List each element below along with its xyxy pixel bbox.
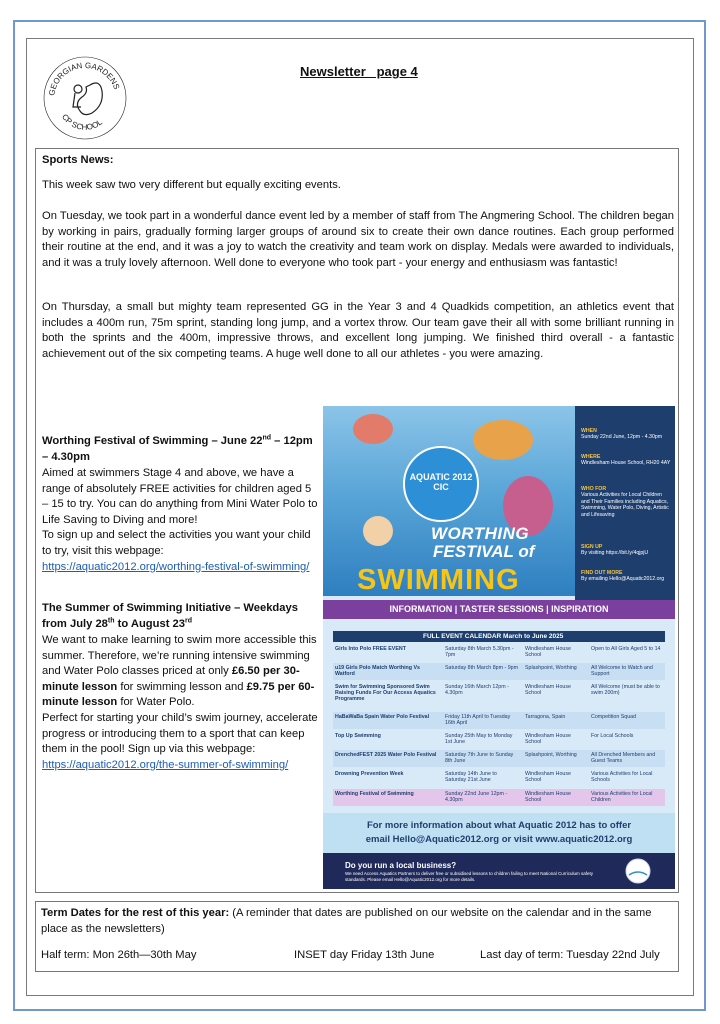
poster-title-swimming: SWIMMING: [357, 564, 520, 596]
summer-swimming-body: [42, 633, 320, 773]
half-term-date: Half term: Mon 26th—30th May: [41, 949, 197, 961]
summer-swimming-heading: The Summer of Swimming Initiative – Weekdays from July 28th to August 23rd: [42, 602, 298, 630]
calendar-row: HaBaWaBa Spain Water Polo Festival Friday 11th April to Tuesday 16th April Tarragona, Spain Competition Squad: [333, 712, 665, 729]
summer-swimming-link[interactable]: https://aquatic2012.org/the-summer-of-swimming/: [42, 758, 289, 771]
swimmer-figure: [353, 414, 393, 444]
calendar-row-highlight: Worthing Festival of Swimming Sunday 22nd June 12pm - 4.30pm Windlesham House School Various Activities for Local Children: [333, 789, 665, 806]
term-dates-heading: Term Dates for the rest of this year: (A reminder that dates are published on our website on the calendar and in the same place as the newsletters): [41, 907, 652, 935]
logo-text-top: GEORGIAN GARDENS: [47, 60, 122, 97]
calendar-row: u19 Girls Polo Match Worthing Vs Watford Saturday 8th March 8pm - 9pm Splashpoint, Worthing All Welcome to Watch and Support: [333, 663, 665, 680]
swimming-festival-poster: [323, 406, 675, 889]
worthing-description: Aimed at swimmers Stage 4 and above, we have a range of absolutely FREE activities for children aged 5 – 15 to try. You can do anything from Mini Water Polo to Life Saving to Diving and more!: [42, 467, 318, 526]
calendar-row: Girls Into Polo FREE EVENT Saturday 8th March 5.30pm - 7pm Windlesham House School Open to All Girls Aged 5 to 14: [335, 646, 661, 658]
sports-heading: Sports News:: [42, 154, 114, 166]
logo-text-bottom: CP SCHOOL: [60, 112, 104, 132]
business-title: Do you run a local business?: [345, 861, 457, 870]
calendar-row: Top Up Swimming Sunday 25th May to Monday 1st June Windlesham House School For Local Schools: [335, 733, 634, 745]
sports-intro: This week saw two very different but equally exciting events.: [42, 179, 341, 191]
worthing-signup: To sign up and select the activities you want your child to try, visit this webpage: https://aquatic2012.org/worthing-festival-of-swimming/: [42, 529, 311, 573]
poster-title-worthing: WORTHING: [431, 524, 530, 543]
swimmer-figure: [473, 420, 533, 460]
calendar-row: Swim for Swimming Sponsored Swim Raising Funds For Our Access Aquatics Programme Sunday 16th March 12pm - 4.30pm Windlesham House School All Welcome (must be able to swim 200m): [335, 684, 660, 702]
info-when: WHEN Sunday 22nd June, 12pm - 4.30pm: [581, 428, 663, 441]
summer-pricing: We want to make learning to swim more accessible this summer. Therefore, we’re running intensive swimming and Water Polo classes priced at only £6.50 per 30-minute lesson for swimming lesson and £9.75 per 60-minute lesson for Water Polo.: [42, 634, 317, 709]
info-who-for: WHO FOR Various Activities for Local Children and Their Families including Aquatics, Swimming, Water Polo, Diving, Artistic and Lifesaving: [581, 486, 669, 518]
aquatic-badge: [403, 446, 479, 522]
last-day-of-term: Last day of term: Tuesday 22nd July: [480, 949, 660, 961]
business-text: We need Access Aquatics Partners to deliver free or subsidised lessons to children failing to meet National Curriculum safety standards. Please email Hello@Aquatic2012.org for more details.: [345, 871, 594, 882]
calendar-row: Drowning Prevention Week Saturday 14th June to Saturday 21st June Windlesham House School Various Activities for Local Schools: [335, 771, 653, 783]
swimmer-figure: [363, 516, 393, 546]
calendar-row: DrenchedFEST 2025 Water Polo Festival Saturday 7th June to Sunday 8th June Splashpoint, Worthing All Drenched Members and Guest Teams: [333, 750, 665, 767]
poster-title-festival: FESTIVAL of: [433, 542, 535, 561]
aquatic-badge-text: AQUATIC 2012 CIC: [409, 472, 473, 492]
dance-event-paragraph: On Tuesday, we took part in a wonderful dance event led by a member of staff from The Angmering School. The children began by working in pairs, gradually forming larger groups of around six to create their own dance routines. Each group performed their routine at the end, and it was a joy to watch the creativity and team work on display. Medals were awarded to individuals, and it was a truly lovely afternoon. Well done to everyone who took part - your energy and enthusiasm was fantastic!: [42, 210, 674, 269]
poster-more-info: For more information about what Aquatic 2012 has to offer email Hello@Aquatic2012.org or visit www.aquatic2012.org: [323, 813, 675, 853]
access-aquatics-logo: [623, 857, 653, 885]
worthing-festival-heading: Worthing Festival of Swimming – June 22nd – 12pm – 4.30pm: [42, 434, 313, 463]
summer-signup: Perfect for starting your child’s swim journey, accelerate progress or introducing them to a sport that can keep them in the pool! Sign up via this webpage: https://aquatic2012.org/the-summer-of-swimming/: [42, 711, 318, 771]
quadkids-paragraph: On Thursday, a small but mighty team represented GG in the Year 3 and 4 Quadkids competition, an athletics event that includes a 400m run, 75m sprint, standing long jump, and a vortex throw. Our team gave their all with some brilliant running in both the sprints and the 400m, impressive throws, and excellent long jumping. We finished third overall - a fantastic achievement out of the six competing teams. A huge well done to all our athletes - you were amazing.: [42, 301, 674, 360]
info-where: WHERE Windlesham House School, RH20 4AY: [581, 454, 671, 467]
poster-business-panel: [323, 853, 675, 889]
school-logo: [42, 55, 128, 141]
worthing-festival-body: [42, 466, 320, 575]
calendar-header: FULL EVENT CALENDAR March to June 2025: [333, 631, 665, 642]
page-title: Newsletter page 4: [300, 64, 418, 79]
poster-banner: INFORMATION | TASTER SESSIONS | INSPIRATION: [323, 600, 675, 619]
info-find-out-more: FIND OUT MORE By emailing Hello@Aquatic2012.org: [581, 570, 665, 583]
info-sign-up: SIGN UP By visiting https://bit.ly/4qjpjU: [581, 544, 649, 557]
inset-day-date: INSET day Friday 13th June: [294, 949, 435, 961]
worthing-festival-link[interactable]: https://aquatic2012.org/worthing-festival-of-swimming/: [42, 560, 310, 573]
